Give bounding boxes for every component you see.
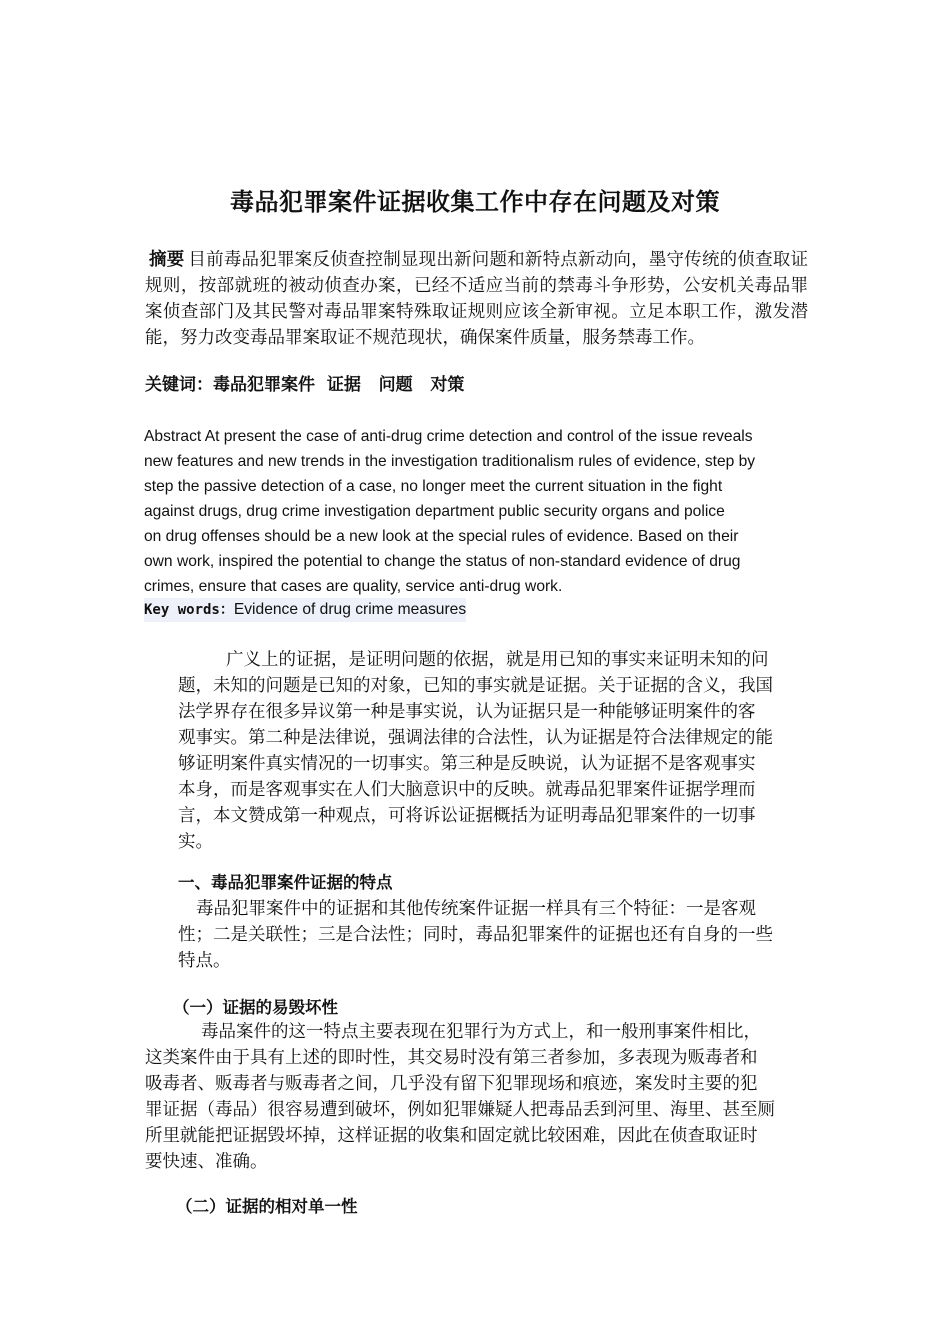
english-abstract-line: crimes, ensure that cases are quality, service anti-drug work. (144, 578, 563, 595)
paragraph-line: 言，本文赞成第一种观点，可将诉讼证据概括为证明毒品犯罪案件的一切事 (178, 806, 756, 826)
english-abstract-line: on drug offenses should be a new look at the special rules of evidence. Based on their (144, 528, 739, 545)
paragraph-line: 性；二是关联性；三是合法性；同时，毒品犯罪案件的证据也还有自身的一些 (178, 925, 773, 945)
subsection-heading-2: （二）证据的相对单一性 (176, 1197, 358, 1216)
english-abstract-line: own work, inspired the potential to change the status of non-standard evidence of drug (144, 553, 741, 570)
english-keywords (144, 598, 466, 622)
paragraph-evidence-features (178, 896, 808, 974)
chinese-keywords: 关键词：毒品犯罪案件 证据 问题 对策 (145, 375, 465, 395)
paragraph-line: 够证明案件真实情况的一切事实。第三种是反映说，认为证据不是客观事实 (178, 754, 756, 774)
paragraph-line: 毒品犯罪案件中的证据和其他传统案件证据一样具有三个特征：一是客观 (196, 899, 756, 919)
english-abstract (144, 424, 809, 599)
paragraph-line: 广义上的证据，是证明问题的依据，就是用已知的事实来证明未知的问 (226, 650, 769, 670)
paragraph-line: 毒品案件的这一特点主要表现在犯罪行为方式上，和一般刑事案件相比， (201, 1022, 761, 1042)
paragraph-line: 特点。 (178, 951, 231, 971)
paragraph-line: 法学界存在很多异议第一种是事实说，认为证据只是一种能够证明案件的客 (178, 702, 756, 722)
chinese-abstract-label: 摘要 (149, 250, 185, 270)
english-keywords-label: Key words： (144, 602, 234, 618)
paragraph-line: 这类案件由于具有上述的即时性，其交易时没有第三者参加，多表现为贩毒者和 (145, 1048, 758, 1068)
paragraph-line: 本身，而是客观事实在人们大脑意识中的反映。就毒品犯罪案件证据学理而 (178, 780, 756, 800)
paragraph-line: 实。 (178, 832, 213, 852)
paragraph-line: 吸毒者、贩毒者与贩毒者之间，几乎没有留下犯罪现场和痕迹，案发时主要的犯 (145, 1074, 758, 1094)
english-keywords-text: Evidence of drug crime measures (233, 601, 467, 618)
section-heading-1: 一、毒品犯罪案件证据的特点 (178, 873, 393, 892)
paragraph-line: 所里就能把证据毁坏掉，这样证据的收集和固定就比较困难，因此在侦查取证时 (145, 1126, 758, 1146)
english-abstract-label: Abstract (144, 428, 202, 445)
paragraph-line: 罪证据（毒品）很容易遭到破坏，例如犯罪嫌疑人把毒品丢到河里、海里、甚至厕 (145, 1100, 775, 1120)
english-abstract-line: Abstract At present the case of anti-drug crime detection and control of the issue reveals (144, 428, 753, 445)
paragraph-line: 要快速、准确。 (145, 1152, 268, 1172)
paragraph-line: 观事实。第二种是法律说，强调法律的合法性，认为证据是符合法律规定的能 (178, 728, 773, 748)
paragraph-line: 题，未知的问题是已知的对象，已知的事实就是证据。关于证据的含义，我国 (178, 676, 773, 696)
english-abstract-line: new features and new trends in the investigation traditionalism rules of evidence, step by (144, 453, 756, 470)
paragraph-evidence-definition (178, 647, 808, 855)
chinese-abstract (145, 247, 808, 351)
chinese-abstract-text: 目前毒品犯罪案反侦查控制显现出新问题和新特点新动向，墨守传统的侦查取证规则，按部就班的被动侦查办案，已经不适应当前的禁毒斗争形势，公安机关毒品罪案侦查部门及其民警对毒品罪案特殊取证规则应该全新审视。立足本职工作，激发潜能，努力改变毒品罪案取证不规范现状，确保案件质量，服务禁毒工作。 (145, 250, 809, 348)
document-title: 毒品犯罪案件证据收集工作中存在问题及对策 (230, 188, 720, 216)
subsection-heading-1: （一）证据的易毁坏性 (173, 998, 338, 1017)
paragraph-fragility (145, 1019, 808, 1175)
english-abstract-line: step the passive detection of a case, no longer meet the current situation in the fight (144, 478, 723, 495)
english-abstract-line: against drugs, drug crime investigation department public security organs and police (144, 503, 725, 520)
